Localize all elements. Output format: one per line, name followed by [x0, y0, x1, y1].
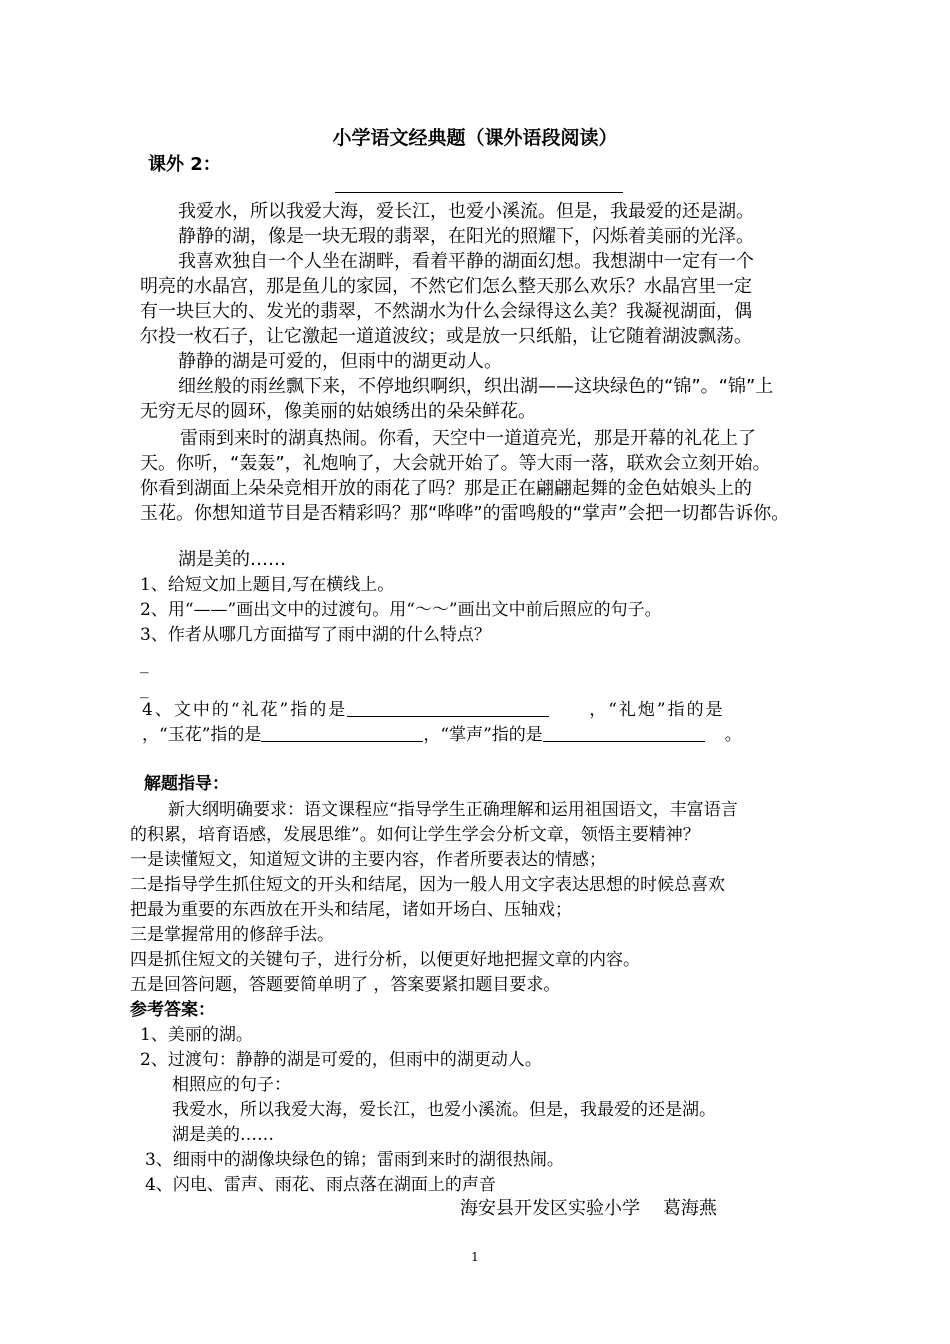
jade-flower-answer-blank[interactable] [261, 723, 423, 742]
question-4-jade-label: ，“玉花”指的是 [142, 725, 262, 745]
guide-heading: 解题指导： [144, 774, 229, 794]
question-4-end: 。 [724, 725, 742, 745]
guide-line: 二是指导学生抓住短文的开头和结尾，因为一般人用文字表达思想的时候总喜欢 [130, 875, 725, 895]
passage-line: 明亮的水晶宫，那是鱼儿的家园，不然它们怎么整天那么欢乐？水晶宫里一定 [140, 276, 752, 297]
author-signature: 海安县开发区实验小学 葛海燕 [460, 1198, 717, 1219]
fireworks-answer-blank[interactable] [347, 698, 549, 717]
question-4-cannon-label: ，“礼炮”指的是 [589, 700, 725, 720]
title-answer-blank[interactable] [335, 192, 623, 193]
question-3: 3、作者从哪几方面描写了雨中湖的什么特点？ [140, 625, 491, 645]
question-4-line-2 [142, 723, 742, 747]
passage-line: 细丝般的雨丝飘下来，不停地织啊织，织出湖——这块绿色的“锦”。“锦”上 [178, 376, 774, 397]
passage-line: 无穷无尽的圆环，像美丽的姑娘绣出的朵朵鲜花。 [140, 401, 536, 422]
guide-line: 的积累，培育语感，发展思维”。如何让学生学会分析文章，领悟主要精神？ [130, 825, 700, 845]
question-2: 2、用“——”画出文中的过渡句。用“～～”画出文中前后照应的句子。 [140, 600, 662, 620]
passage-line: 尔投一枚石子，让它激起一道道波纹；或是放一只纸船，让它随着湖波飘荡。 [140, 326, 752, 347]
guide-line: 一是读懂短文，知道短文讲的主要内容，作者所要表达的情感； [130, 850, 606, 870]
section-label: 课外 2： [148, 154, 221, 175]
answer-2: 2、过渡句：静静的湖是可爱的，但雨中的湖更动人。 [140, 1050, 542, 1070]
guide-line: 四是抓住短文的关键句子，进行分析，以便更好地把握文章的内容。 [130, 950, 640, 970]
guide-line: 把最为重要的东西放在开头和结尾，诸如开场白、压轴戏； [130, 900, 572, 920]
passage-line: 有一块巨大的、发光的翡翠，不然湖水为什么会绿得这么美？我凝视湖面，偶 [140, 301, 752, 322]
answers-heading: 参考答案： [130, 1000, 215, 1020]
passage-line: 静静的湖，像是一块无瑕的翡翠，在阳光的照耀下，闪烁着美丽的光泽。 [178, 226, 754, 247]
question-4-line-1 [142, 698, 725, 722]
applause-answer-blank[interactable] [543, 723, 705, 742]
question-3-answer-mark[interactable]: _ [140, 679, 149, 699]
question-1: 1、给短文加上题目,写在横线上。 [140, 575, 395, 595]
answer-2-sub-label: 相照应的句子： [172, 1075, 291, 1095]
passage-line: 湖是美的…… [178, 549, 286, 570]
answer-2-sub-sentence: 我爱水，所以我爱大海，爱长江，也爱小溪流。但是，我最爱的还是湖。 [172, 1100, 716, 1120]
passage-line: 雷雨到来时的湖真热闹。你看，天空中一道道亮光，那是开幕的礼花上了 [180, 428, 756, 449]
guide-line: 新大纲明确要求：语文课程应“指导学生正确理解和运用祖国语文，丰富语言 [168, 800, 738, 820]
answer-1: 1、美丽的湖。 [140, 1025, 253, 1045]
passage-line: 玉花。你想知道节目是否精彩吗？那“哗哗”的雷鸣般的“掌声”会把一切都告诉你。 [140, 503, 790, 524]
answer-2-sub-sentence: 湖是美的…… [172, 1125, 274, 1145]
passage-line: 天。你听，“轰轰”，礼炮响了，大会就开始了。等大雨一落，联欢会立刻开始。 [140, 453, 771, 474]
question-4-prefix: 4、文中的“礼花”指的是 [142, 700, 348, 720]
question-3-answer-mark[interactable]: _ [140, 654, 149, 674]
passage-line: 你看到湖面上朵朵竞相开放的雨花了吗？那是正在翩翩起舞的金色姑娘头上的 [140, 478, 752, 499]
guide-line: 三是掌握常用的修辞手法。 [130, 925, 334, 945]
guide-line: 五是回答问题，答题要简单明了 ，答案要紧扣题目要求。 [130, 975, 561, 995]
page-number: 1 [471, 1250, 479, 1264]
passage-line: 静静的湖是可爱的，但雨中的湖更动人。 [178, 351, 502, 372]
passage-line: 我爱水，所以我爱大海，爱长江，也爱小溪流。但是，我最爱的还是湖。 [178, 201, 754, 222]
page-title: 小学语文经典题（课外语段阅读） [332, 127, 618, 149]
question-4-applause-label: ，“掌声”指的是 [423, 725, 543, 745]
answer-4: 4、闪电、雷声、雨花、雨点落在湖面上的声音 [145, 1175, 496, 1195]
answer-3: 3、细雨中的湖像块绿色的锦；雷雨到来时的湖很热闹。 [145, 1150, 564, 1170]
passage-line: 我喜欢独自一个人坐在湖畔，看着平静的湖面幻想。我想湖中一定有一个 [178, 251, 754, 272]
